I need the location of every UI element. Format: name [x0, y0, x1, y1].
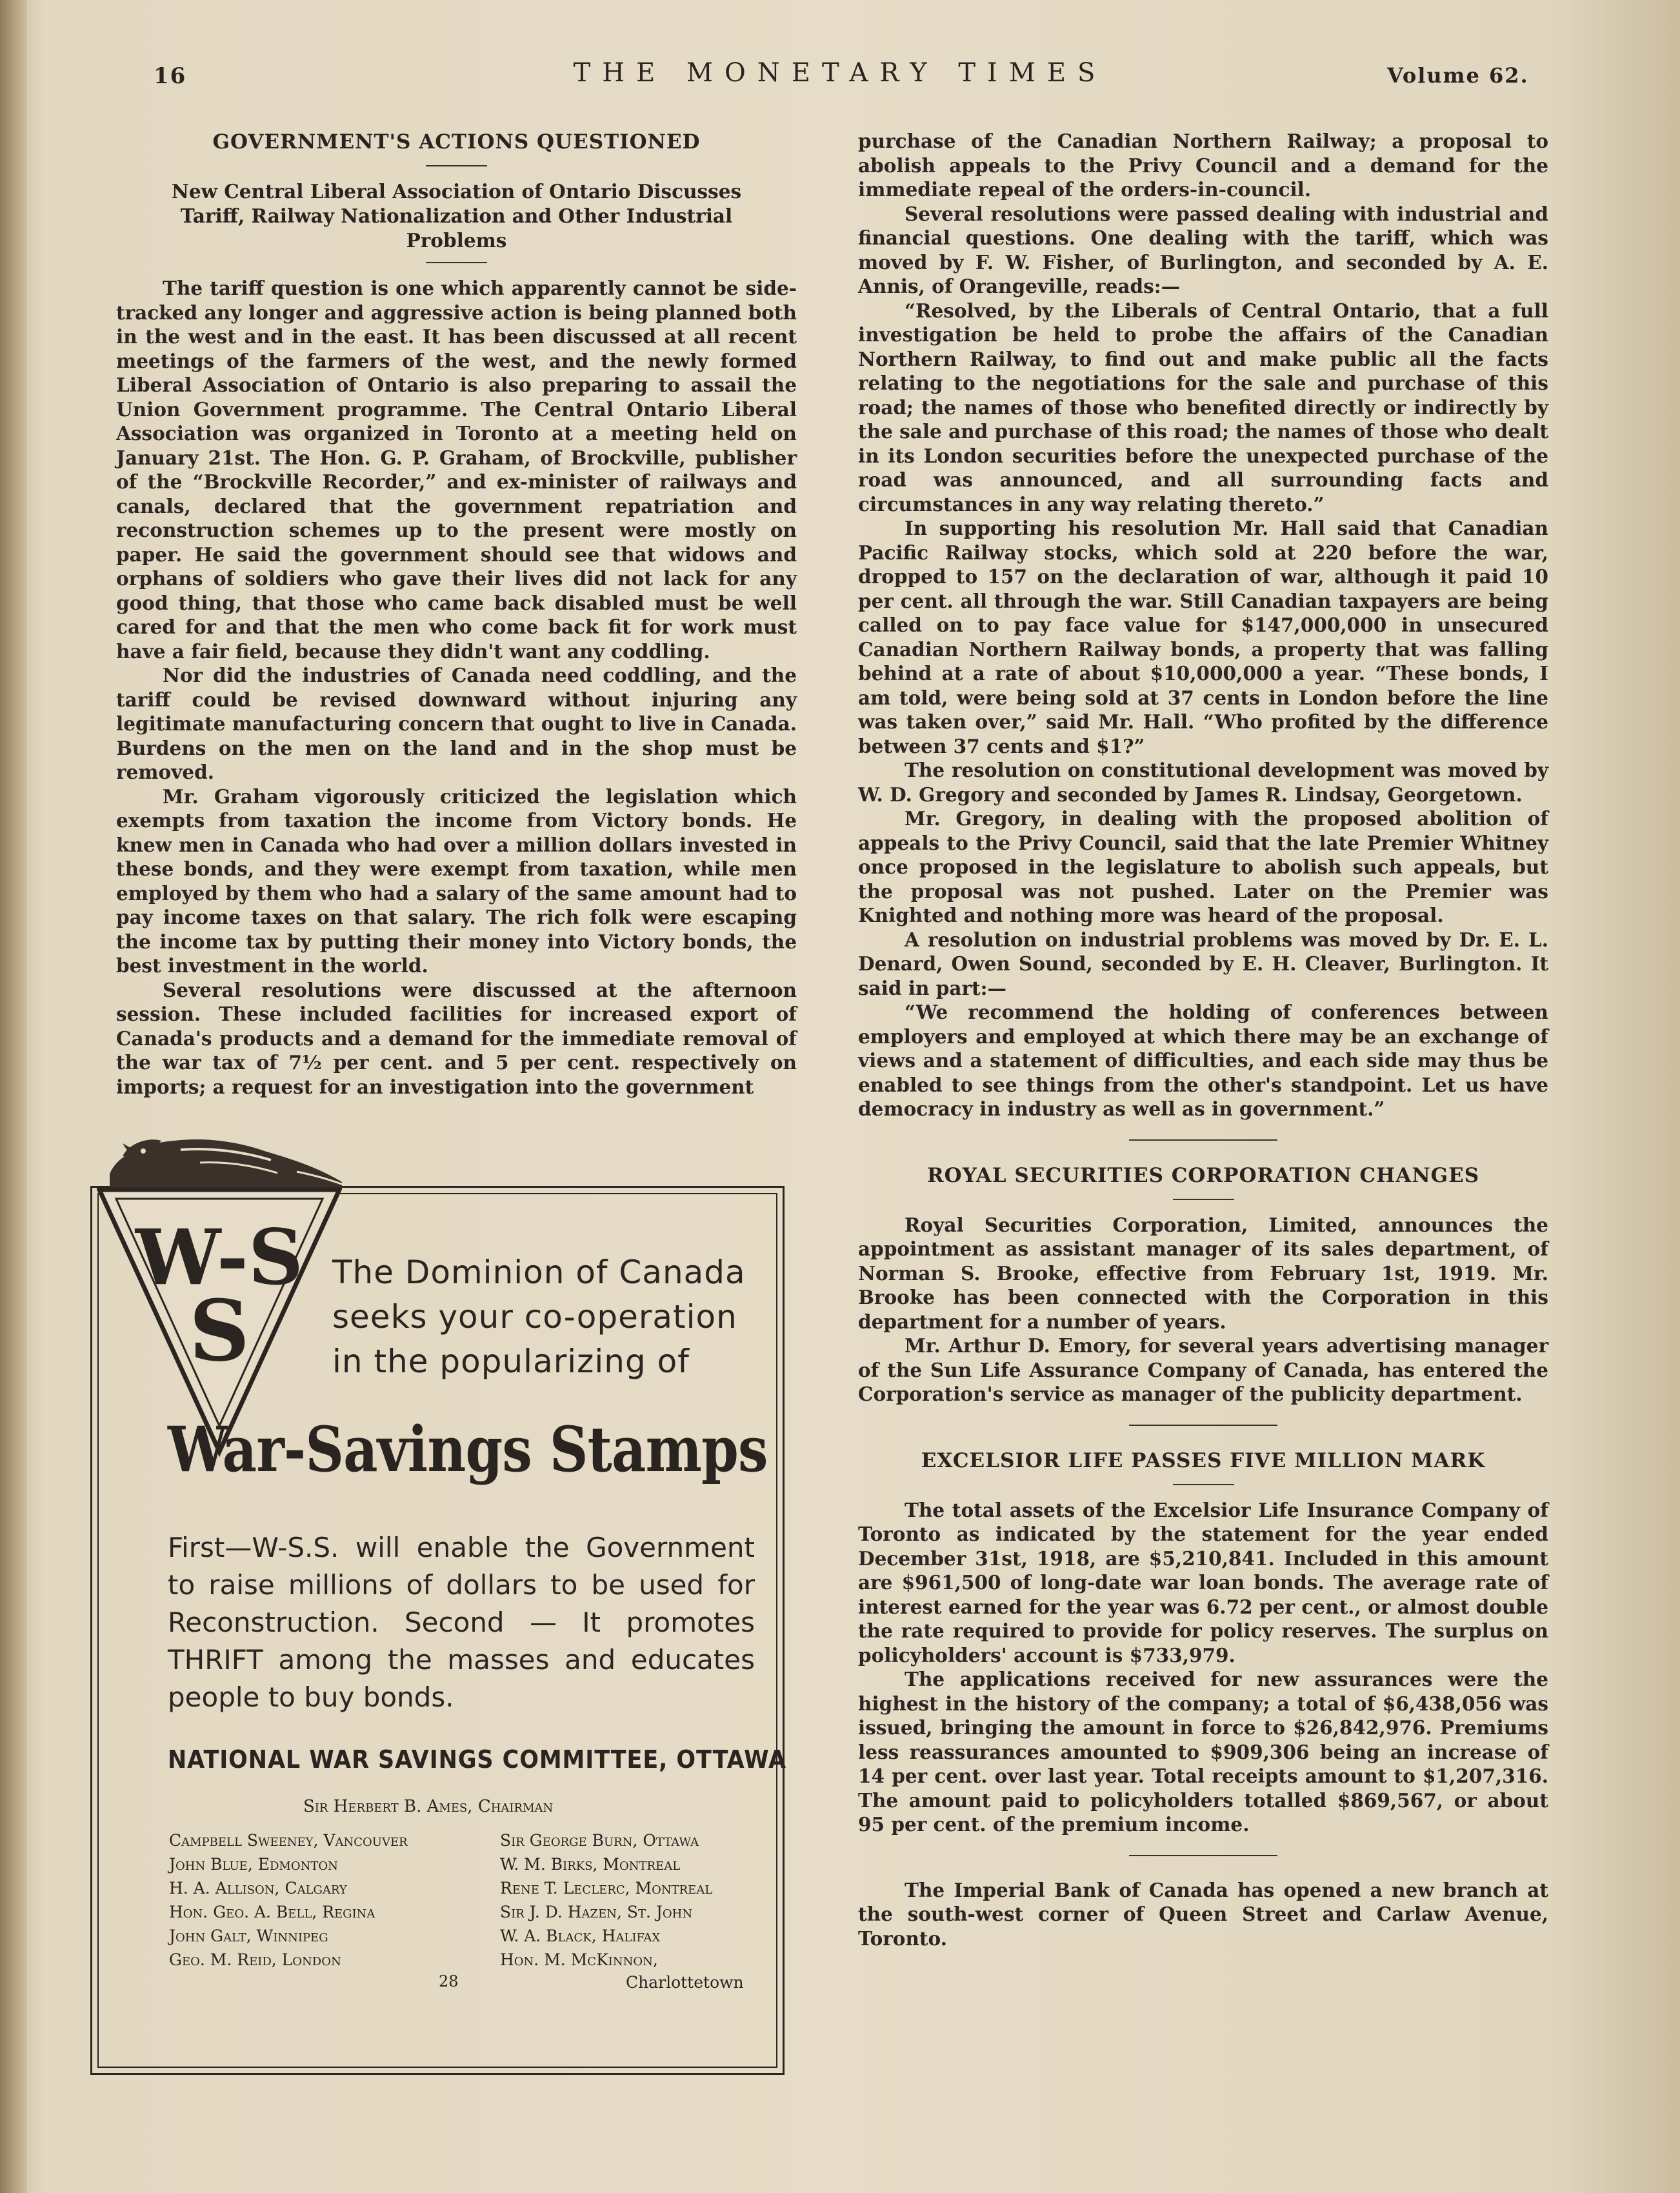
divider — [426, 262, 487, 263]
paragraph: The total assets of the Excelsior Life Insurance Company of Toronto as indicated by the statement for the year ended December 31st, 1918, are $5,210,841. Included in this amount are $961,500 of long-date war loan bonds. The average rate of interest earned for the year was 6.72 per cent., or almost double the rate required to provide for policy reserves. The surplus on policyholders' account is $733,979. — [858, 1498, 1548, 1667]
member: Sir J. D. Hazen, St. John — [500, 1903, 693, 1921]
member: Sir George Burn, Ottawa — [500, 1831, 699, 1850]
ad-title: War-Savings Stamps — [168, 1413, 768, 1486]
article-title: ROYAL SECURITIES CORPORATION CHANGES — [926, 1163, 1480, 1187]
article-title: EXCELSIOR LIFE PASSES FIVE MILLION MARK — [921, 1448, 1486, 1472]
member-city: Charlottetown — [626, 1973, 744, 1992]
member: Campbell Sweeney, Vancouver — [169, 1831, 408, 1850]
divider — [1129, 1855, 1277, 1856]
divider — [426, 165, 487, 166]
divider — [1173, 1484, 1234, 1485]
left-column — [116, 129, 797, 1099]
article-title: GOVERNMENT'S ACTIONS QUESTIONED — [212, 130, 701, 154]
ad-members-left — [169, 1828, 472, 1972]
running-head — [0, 58, 1680, 97]
ad-chairman: Sir Herbert B. Ames, Chairman — [303, 1797, 554, 1816]
paragraph: Mr. Gregory, in dealing with the proposed abolition of appeals to the Privy Council, said that the late Premier Whitney once proposed in the legislature to abolish such appeals, but the proposal was not pushed. Later on the Premier was Knighted and nothing more was heard of the proposal. — [858, 807, 1548, 926]
paragraph: The tariff question is one which apparently cannot be side-tracked any longer and aggressive action is being planned both in the west and in the east. It has been discussed at all recent meetings of the farmers of the west, and the newly formed Liberal Association of Ontario is also preparing to assail the Union Government programme. The Central Ontario Liberal Association was organized in Toronto at a meeting held on January 21st. The Hon. G. P. Graham, of Brockville, publisher of the “Brockville Recorder,” and ex-minister of railways and canals, declared that the government repatriation and reconstruction schemes up to the present were mostly on paper. He said the government should see that widows and orphans of soldiers who gave their lives did not lack for any good thing, that those who came back disabled must be well cared for and that the men who come back fit for work must have a fair field, because they didn't want any coddling. — [116, 277, 797, 663]
page-number: 16 — [154, 63, 187, 89]
divider — [1129, 1425, 1277, 1426]
paragraph: In supporting his resolution Mr. Hall said that Canadian Pacific Railway stocks, which sold at 220 before the war, dropped to 157 on the declaration of war, although it paid 10 per cent. all through the war. Still Canadian taxpayers are being called on to pay face value for $147,000,000 in unsecured Canadian Northern Railway bonds, a property that was falling behind at a rate of about $10,000,000 a year. “These bonds, I am told, were being sold at 37 cents in London before the line was taken over,” said Mr. Hall. “Who profited by the difference between 37 cents and $1?” — [858, 517, 1548, 757]
right-column — [858, 129, 1548, 1950]
wss-logo-top: W-S — [135, 1212, 304, 1302]
ad-code: 28 — [439, 1972, 459, 1990]
member: W. M. Birks, Montreal — [500, 1855, 681, 1874]
wss-logo-bottom: S — [189, 1281, 250, 1380]
paragraph: Mr. Graham vigorously criticized the legislation which exempts from taxation the income from Victory bonds. He knew men in Canada who had over a million dollars invested in these bonds, and they were exempt from taxation, while men employed by them who had a salary of the same amount had to pay income taxes on that salary. The rich folk were escaping the income tax by putting their money into Victory bonds, the best investment in the world. — [116, 785, 797, 977]
member: W. A. Black, Halifax — [500, 1927, 661, 1945]
paragraph: Several resolutions were discussed at the afternoon session. These included facilities for increased export of Canada's products and a demand for the immediate removal of the war tax of 7½ per cent. and 5 per cent. respectively on imports; a request for an investigation into the government — [116, 978, 797, 1098]
paragraph: Several resolutions were passed dealing with industrial and financial questions. One dealing with the tariff, which was moved by F. W. Fisher, of Burlington, and seconded by A. E. Annis, of Orangeville, reads:— — [858, 202, 1548, 297]
paragraph: purchase of the Canadian Northern Railway; a proposal to abolish appeals to the Privy Council and a demand for the immediate repeal of the orders-in-council. — [858, 130, 1548, 201]
paragraph: The Imperial Bank of Canada has opened a new branch at the south-west corner of Queen Street and Carlaw Avenue, Toronto. — [858, 1878, 1548, 1950]
member: Hon. Geo. A. Bell, Regina — [169, 1903, 375, 1921]
ad-members-right — [500, 1828, 771, 1972]
article-subtitle: New Central Liberal Association of Ontario Discusses Tariff, Railway Nationalization and Other Industrial Problems — [171, 180, 742, 252]
paragraph: “Resolved, by the Liberals of Central Ontario, that a full investigation be held to probe the affairs of the Canadian Northern Railway, to find out and make public all the facts relating to the negotiations for the sale and purchase of this road; the names of those who benefited directly or indirectly by the sale and purchase of this road; the names of those who dealt in its London securities before the unexpected purchase of the road was announced, and all surrounding facts and circumstances in any way relating thereto.” — [858, 299, 1548, 516]
paragraph: A resolution on industrial problems was moved by Dr. E. L. Denard, Owen Sound, seconded by E. H. Cleaver, Burlington. It said in part:— — [858, 928, 1548, 999]
divider — [1173, 1199, 1234, 1200]
paragraph: The resolution on constitutional development was moved by W. D. Gregory and seconded by James R. Lindsay, Georgetown. — [858, 759, 1548, 806]
ad-intro: The Dominion of Canada seeks your co-operation in the popularizing of — [332, 1254, 746, 1380]
paragraph: Royal Securities Corporation, Limited, announces the appointment as assistant manager of its sales department, of Norman S. Brooke, effective from February 1st, 1919. Mr. Brooke has been connected with the Corporation in this department for a number of years. — [858, 1213, 1548, 1333]
paragraph: Nor did the industries of Canada need coddling, and the tariff could be revised downward without injuring any legitimate manufacturing concern that ought to live in Canada. Burdens on the men on the land and in the shop must be removed. — [116, 664, 797, 783]
member: Hon. M. McKinnon, — [500, 1950, 658, 1969]
paragraph: “We recommend the holding of conferences between employers and employed at which there may be an exchange of views and a statement of difficulties, and each side may thus be enabled to see things from the other's standpoint. Let us have democracy in industry as well as in government.” — [858, 1001, 1548, 1120]
beaver-icon — [103, 1117, 348, 1194]
ad-committee: NATIONAL WAR SAVINGS COMMITTEE, OTTAWA — [168, 1745, 786, 1774]
member: Geo. M. Reid, London — [169, 1950, 341, 1969]
member: Rene T. Leclerc, Montreal — [500, 1879, 713, 1898]
member: John Galt, Winnipeg — [169, 1927, 328, 1945]
member: H. A. Allison, Calgary — [169, 1879, 347, 1898]
member: John Blue, Edmonton — [169, 1855, 338, 1874]
volume-label: Volume 62. — [1387, 63, 1529, 88]
paragraph: Mr. Arthur D. Emory, for several years advertising manager of the Sun Life Assurance Company of Canada, has entered the Corporation's service as manager of the publicity department. — [858, 1334, 1548, 1405]
ad-body: First—W-S.S. will enable the Government to raise millions of dollars to be used for Reconstruction. Second — It promotes THRIFT among the masses and educates people to buy bonds. — [168, 1532, 755, 1713]
divider — [1129, 1139, 1277, 1141]
journal-title: THE MONETARY TIMES — [573, 58, 1107, 88]
page-binding — [0, 0, 27, 2193]
paragraph: The applications received for new assurances were the highest in the history of the company; a total of $6,438,056 was issued, bringing the amount in force to $26,842,976. Premiums less reassurances amounted to $909,306 being an increase of 14 per cent. over last year. Total receipts amount to $1,207,316. The amount paid to policyholders totalled $869,567, or about 95 per cent. of the premium income. — [858, 1668, 1548, 1836]
